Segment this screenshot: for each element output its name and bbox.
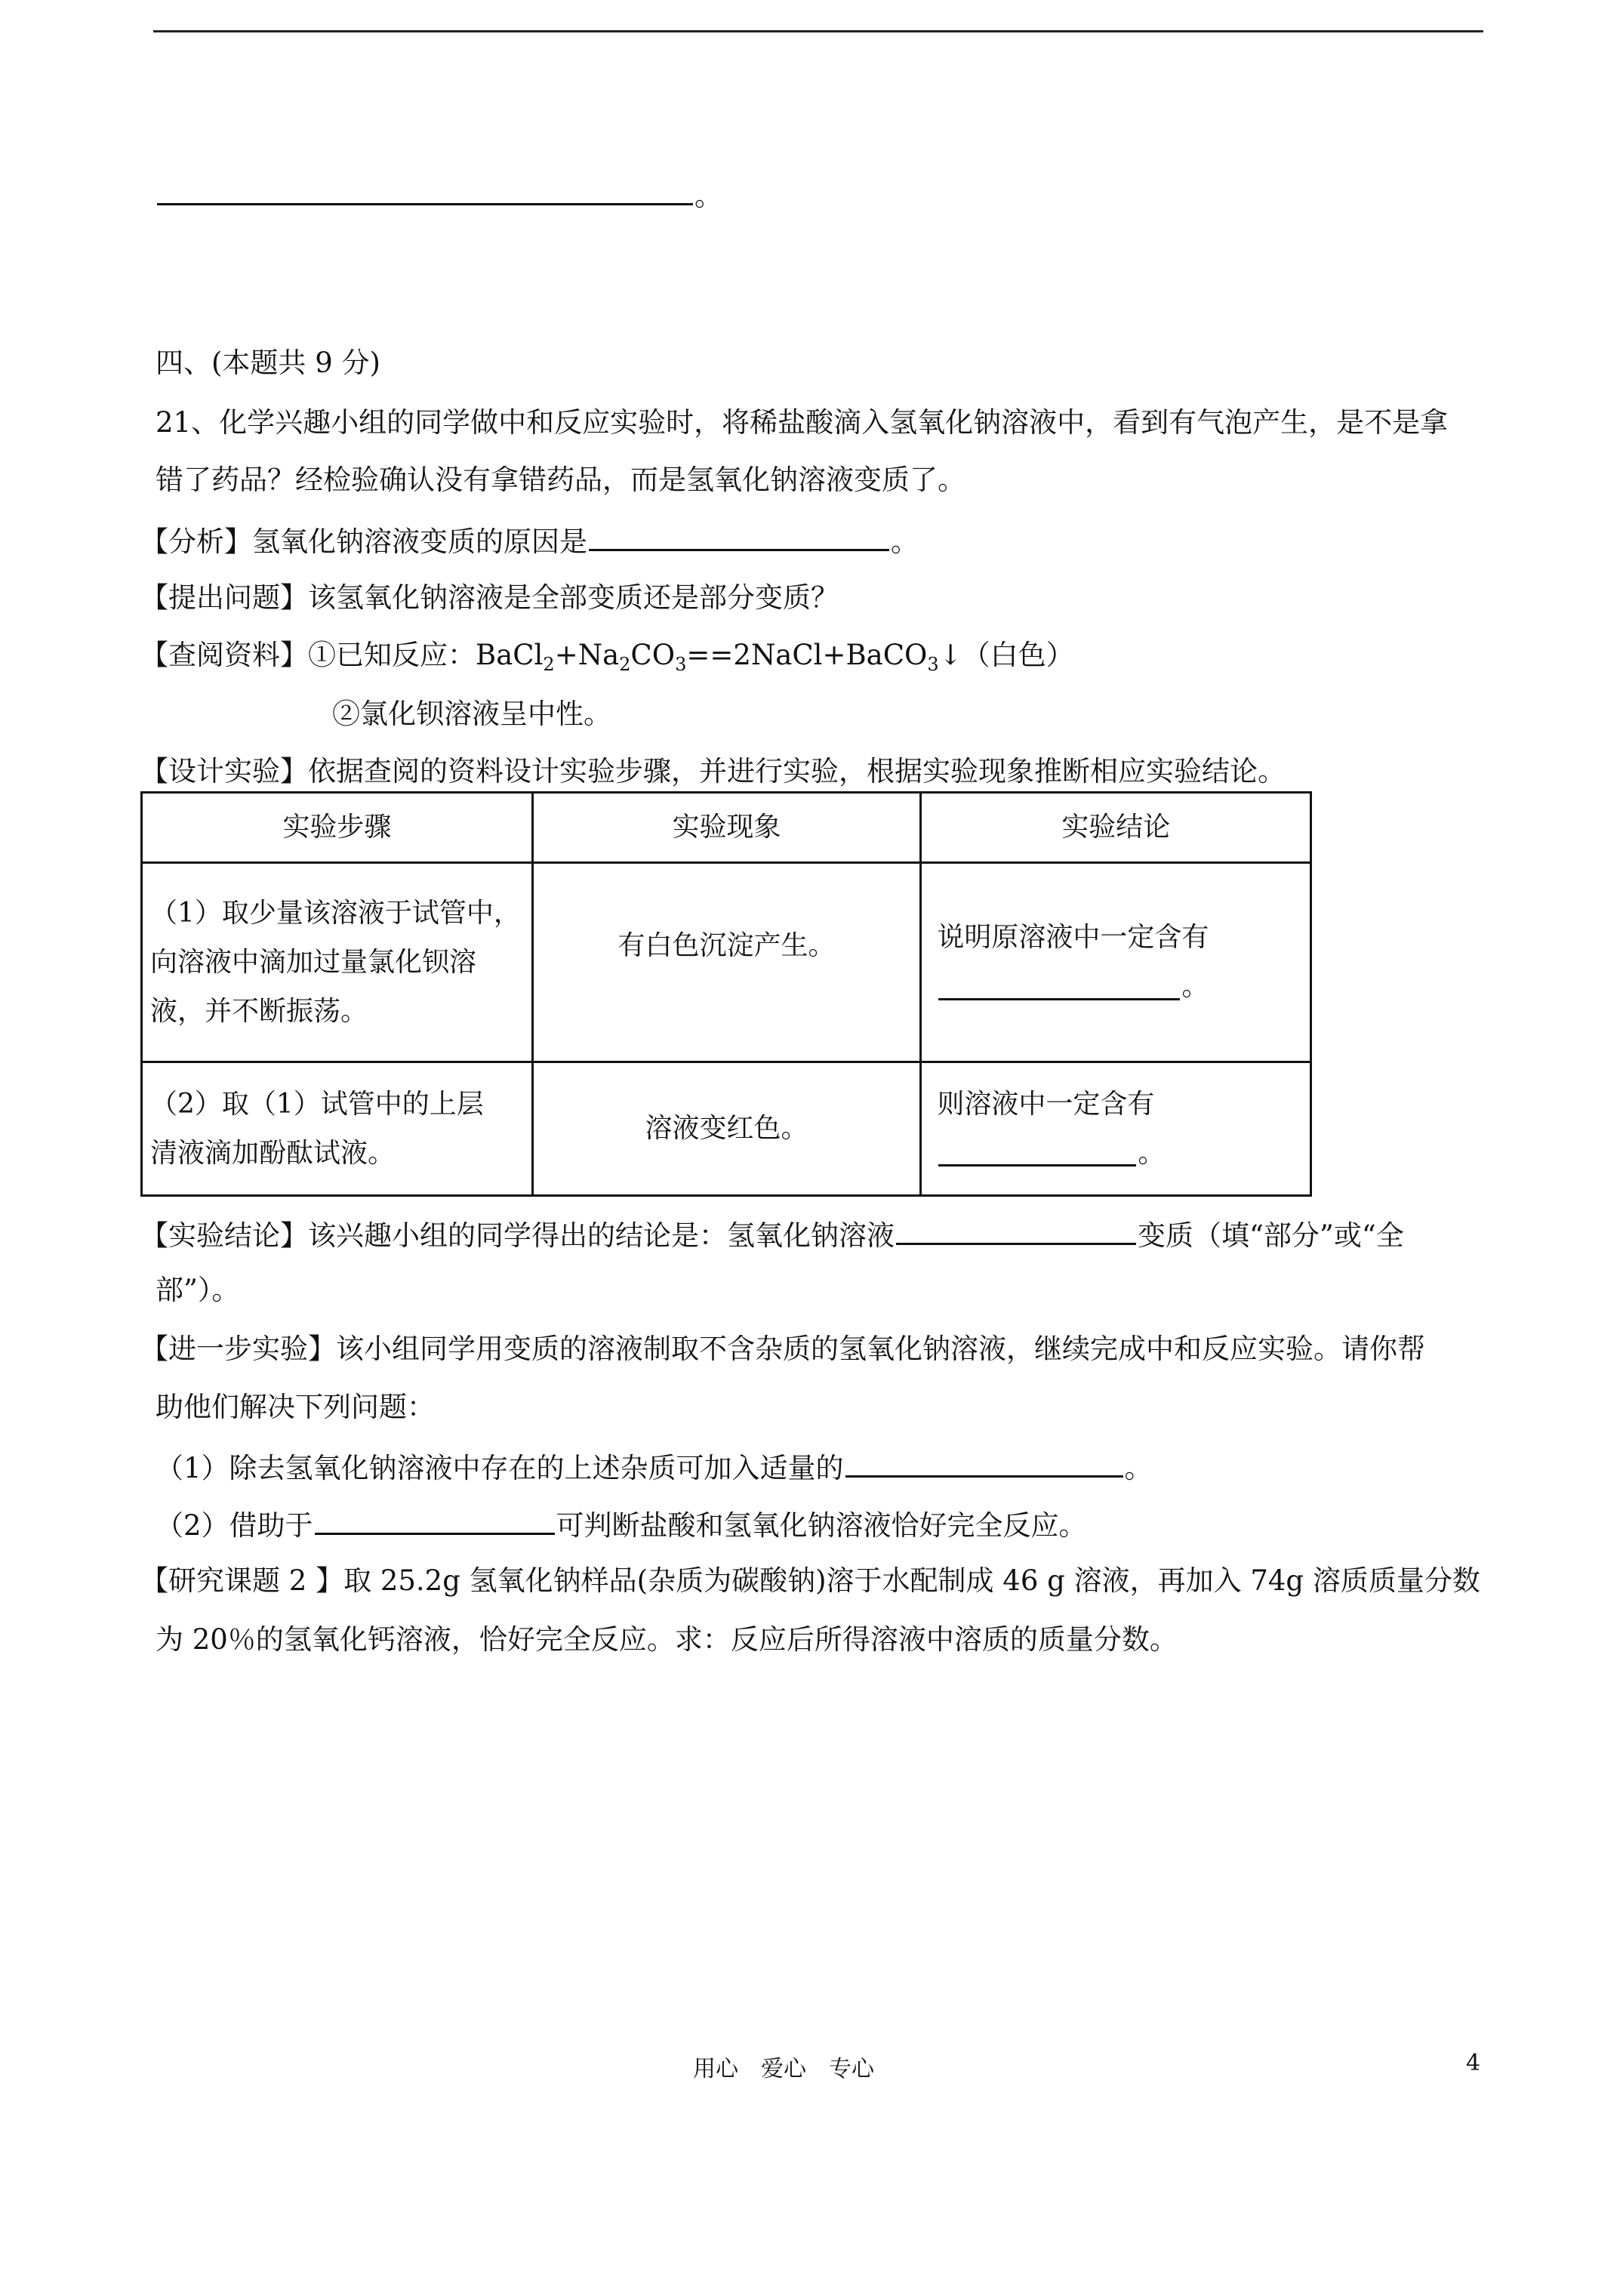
step-cell: （2）取（1）试管中的上层 清液滴加酚酞试液。 (142, 1062, 533, 1196)
header-phenomenon: 实验现象 (532, 793, 921, 863)
table-header-row (142, 793, 1311, 863)
conclusion-line-1: 【实验结论】该兴趣小组的同学得出的结论是：氢氧化钠溶液 变质（填“部分”或“全 (140, 1219, 1404, 1252)
experiment-table (140, 791, 1312, 1197)
research-line-2: 为 20％的氢氧化钙溶液，恰好完全反应。求：反应后所得溶液中溶质的质量分数。 (156, 1623, 1178, 1656)
footer-motto: 用心 爱心 专心 (693, 2056, 874, 2082)
conclusion-cell: 说明原溶液中一定含有 。 (921, 863, 1311, 1062)
analysis-line: 【分析】氢氧化钠溶液变质的原因是 。 (140, 525, 919, 558)
conclusion-cell: 则溶液中一定含有 。 (921, 1062, 1311, 1196)
further-blank-2[interactable] (315, 1509, 555, 1535)
table-row (142, 863, 1311, 1062)
header-conclusion: 实验结论 (921, 793, 1311, 863)
further-blank-1[interactable] (845, 1451, 1123, 1478)
research-line-1: 【研究课题 2 】取 25.2g 氢氧化钠样品(杂质为碳酸钠)溶于水配制成 46 g 溶液，再加入 74g 溶质质量分数 (140, 1564, 1480, 1597)
phenomenon-cell: 溶液变红色。 (532, 1062, 921, 1196)
question-line-2: 错了药品？经检验确认没有拿错药品，而是氢氧化钠溶液变质了。 (156, 464, 965, 496)
chemical-equation: $BaCl_2+Na_2CO_3==2NaCl+BaCO_3↓$（白色） (476, 639, 1074, 675)
analysis-blank[interactable] (589, 525, 889, 551)
section-heading: 四、(本题共 9 分) (156, 347, 380, 379)
further-line-1: 【进一步实验】该小组同学用变质的溶液制取不含杂质的氢氧化钠溶液，继续完成中和反应实验。请你帮 (140, 1333, 1425, 1365)
further-line-2: 助他们解决下列问题： (156, 1391, 435, 1423)
answer-blank[interactable] (157, 179, 693, 205)
conclusion-blank-1[interactable] (938, 974, 1180, 1000)
problem-label: 【提出问题】 (140, 581, 308, 614)
problem-line: 【提出问题】该氢氧化钠溶液是全部变质还是部分变质？ (140, 581, 839, 614)
step-cell: （1）取少量该溶液于试管中， 向溶液中滴加过量氯化钡溶 液，并不断振荡。 (142, 863, 533, 1062)
analysis-label: 【分析】 (140, 525, 252, 558)
design-line: 【设计实验】依据查阅的资料设计实验步骤，并进行实验，根据实验现象推断相应实验结论。 (140, 755, 1286, 787)
header-step: 实验步骤 (142, 793, 533, 863)
further-label: 【进一步实验】 (140, 1333, 336, 1365)
conclusion-line-2: 部”）。 (156, 1274, 240, 1306)
question-line-1: 21、化学兴趣小组的同学做中和反应实验时，将稀盐酸滴入氢氧化钠溶液中，看到有气泡产生，是不是拿 (156, 406, 1449, 439)
research-label: 【研究课题 2 】 (140, 1564, 344, 1597)
reference-line-2: ②氯化钡溶液呈中性。 (332, 698, 611, 730)
reference-label: 【查阅资料】 (140, 639, 308, 671)
conclusion-label: 【实验结论】 (140, 1219, 308, 1252)
page-number: 4 (1466, 2050, 1481, 2076)
further-question-2: （2）借助于 可判断盐酸和氢氧化钠溶液恰好完全反应。 (156, 1509, 1087, 1542)
conclusion-blank-2[interactable] (938, 1140, 1136, 1166)
design-label: 【设计实验】 (140, 755, 308, 787)
further-question-1: （1）除去氢氧化钠溶液中存在的上述杂质可加入适量的 。 (156, 1452, 1153, 1484)
phenomenon-cell: 有白色沉淀产生。 (532, 863, 921, 1062)
header-rule (153, 30, 1483, 32)
conclusion-blank[interactable] (896, 1219, 1136, 1245)
table-row (142, 1062, 1311, 1196)
reference-line-1: 【查阅资料】①已知反应：$BaCl_2+Na_2CO_3==2NaCl+BaCO_3↓$（白色） (140, 639, 1074, 675)
continuation-answer-line: 。 (156, 179, 722, 210)
